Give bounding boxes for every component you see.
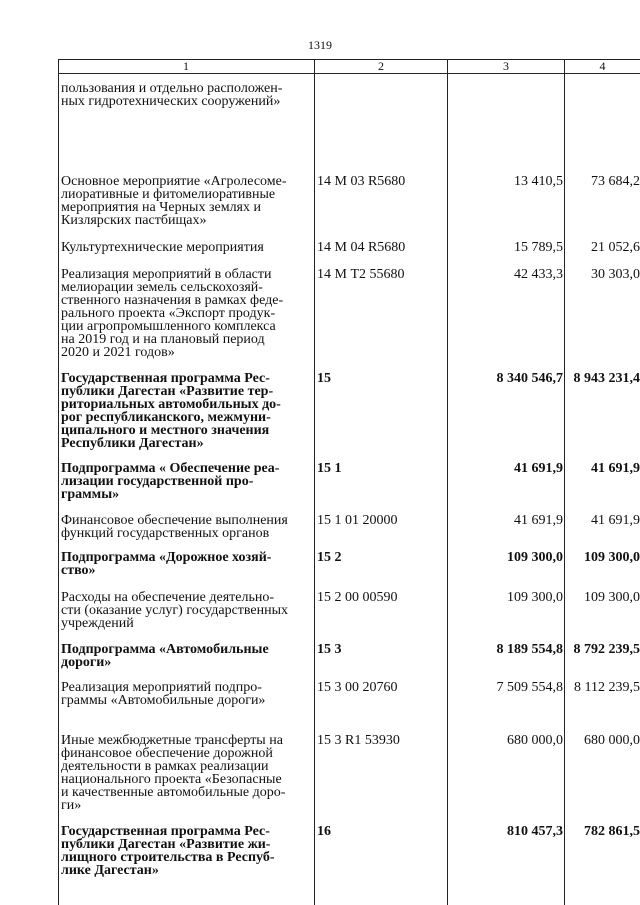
row-code-cell: 15 3 [317,642,342,657]
row-value-col4: 41 691,9 [591,513,640,528]
row-name-cell: пользования и отдельно расположен- ных гидротехнических сооружений» [61,81,283,109]
row-name-cell: Подпрограмма «Автомобильные дороги» [61,642,269,670]
row-name-cell: Расходы на обеспечение деятельно- сти (оказание услуг) государственных учреждений [61,590,289,631]
row-name-cell: Основное мероприятие «Агролесоме- лиоративные и фитомелиоративные мероприятия на Черных землях и Кизлярских пастбищах» [61,174,287,228]
budget-table [58,59,640,905]
column-divider [564,59,565,905]
row-value-col4: 782 861,5 [584,824,640,839]
row-code-cell: 16 [317,824,331,839]
row-name-cell: Подпрограмма « Обеспечение реа- лизации государственной про- граммы» [61,461,280,502]
column-header-4: 4 [599,59,606,73]
row-value-col4: 30 303,0 [591,267,640,282]
row-value-col3: 13 410,5 [514,174,563,189]
row-value-col3: 109 300,0 [507,590,563,605]
row-value-col3: 41 691,9 [514,461,563,476]
row-code-cell: 14 М 03 R5680 [317,174,406,189]
row-value-col3: 15 789,5 [514,240,563,255]
table-border-left [58,59,59,905]
row-code-cell: 15 1 01 20000 [317,513,398,528]
row-value-col4: 680 000,0 [584,733,640,748]
row-code-cell: 14 М Т2 55680 [317,267,405,282]
row-code-cell: 15 2 00 00590 [317,590,398,605]
row-name-cell: Подпрограмма «Дорожное хозяй- ство» [61,550,272,578]
row-code-cell: 15 [317,371,331,386]
column-divider [314,59,315,905]
page-number: 1319 [308,38,332,52]
row-value-col4: 8 792 239,5 [573,642,640,657]
row-name-cell: Реализация мероприятий подпро- граммы «Автомобильные дороги» [61,680,266,708]
row-value-col3: 680 000,0 [507,733,563,748]
row-value-col3: 7 509 554,8 [496,680,563,695]
column-header-1: 1 [183,59,189,73]
row-name-cell: Иные межбюджетные трансферты на финансовое обеспечение дорожной деятельности в рамках реализации национального проекта «Безопасные и качественные автомобильные доро- ги» [61,733,286,813]
row-name-cell: Финансовое обеспечение выполнения функций государственных органов [61,513,288,541]
row-value-col3: 8 340 546,7 [496,371,563,386]
row-code-cell: 15 3 R1 53930 [317,733,400,748]
row-code-cell: 15 3 00 20760 [317,680,398,695]
row-value-col3: 810 457,3 [507,824,563,839]
row-value-col3: 8 189 554,8 [496,642,563,657]
row-value-col3: 42 433,3 [514,267,563,282]
row-value-col4: 8 943 231,4 [573,371,640,386]
column-header-2: 2 [378,59,384,73]
row-code-cell: 14 М 04 R5680 [317,240,406,255]
row-code-cell: 15 1 [317,461,342,476]
row-value-col4: 109 300,0 [584,590,640,605]
row-name-cell: Культуртехнические мероприятия [61,240,264,255]
row-value-col4: 109 300,0 [584,550,640,565]
row-value-col3: 109 300,0 [507,550,563,565]
row-code-cell: 15 2 [317,550,342,565]
row-value-col4: 41 691,9 [591,461,640,476]
row-name-cell: Государственная программа Рес- публики Дагестан «Развитие жи- лищного строительства в Респуб- лике Дагестан» [61,824,275,878]
column-header-3: 3 [503,59,509,73]
row-value-col4: 8 112 239,5 [574,680,640,695]
row-value-col4: 73 684,2 [591,174,640,189]
row-name-cell: Реализация мероприятий в области мелиорации земель сельскохозяй- ственного назначения в рамках феде- рального проекта «Экспорт продук- ции агропромышленного комплекса на 2019 год и на плановый период 2020 и 2021 годов» [61,267,284,360]
header-divider [58,73,640,74]
row-value-col4: 21 052,6 [591,240,640,255]
column-divider [447,59,448,905]
row-name-cell: Государственная программа Рес- публики Дагестан «Развитие тер- риториальных автомобильных до- рог республиканского, межмуни- ципального и местного значения Республики Дагестан» [61,371,281,451]
row-value-col3: 41 691,9 [514,513,563,528]
